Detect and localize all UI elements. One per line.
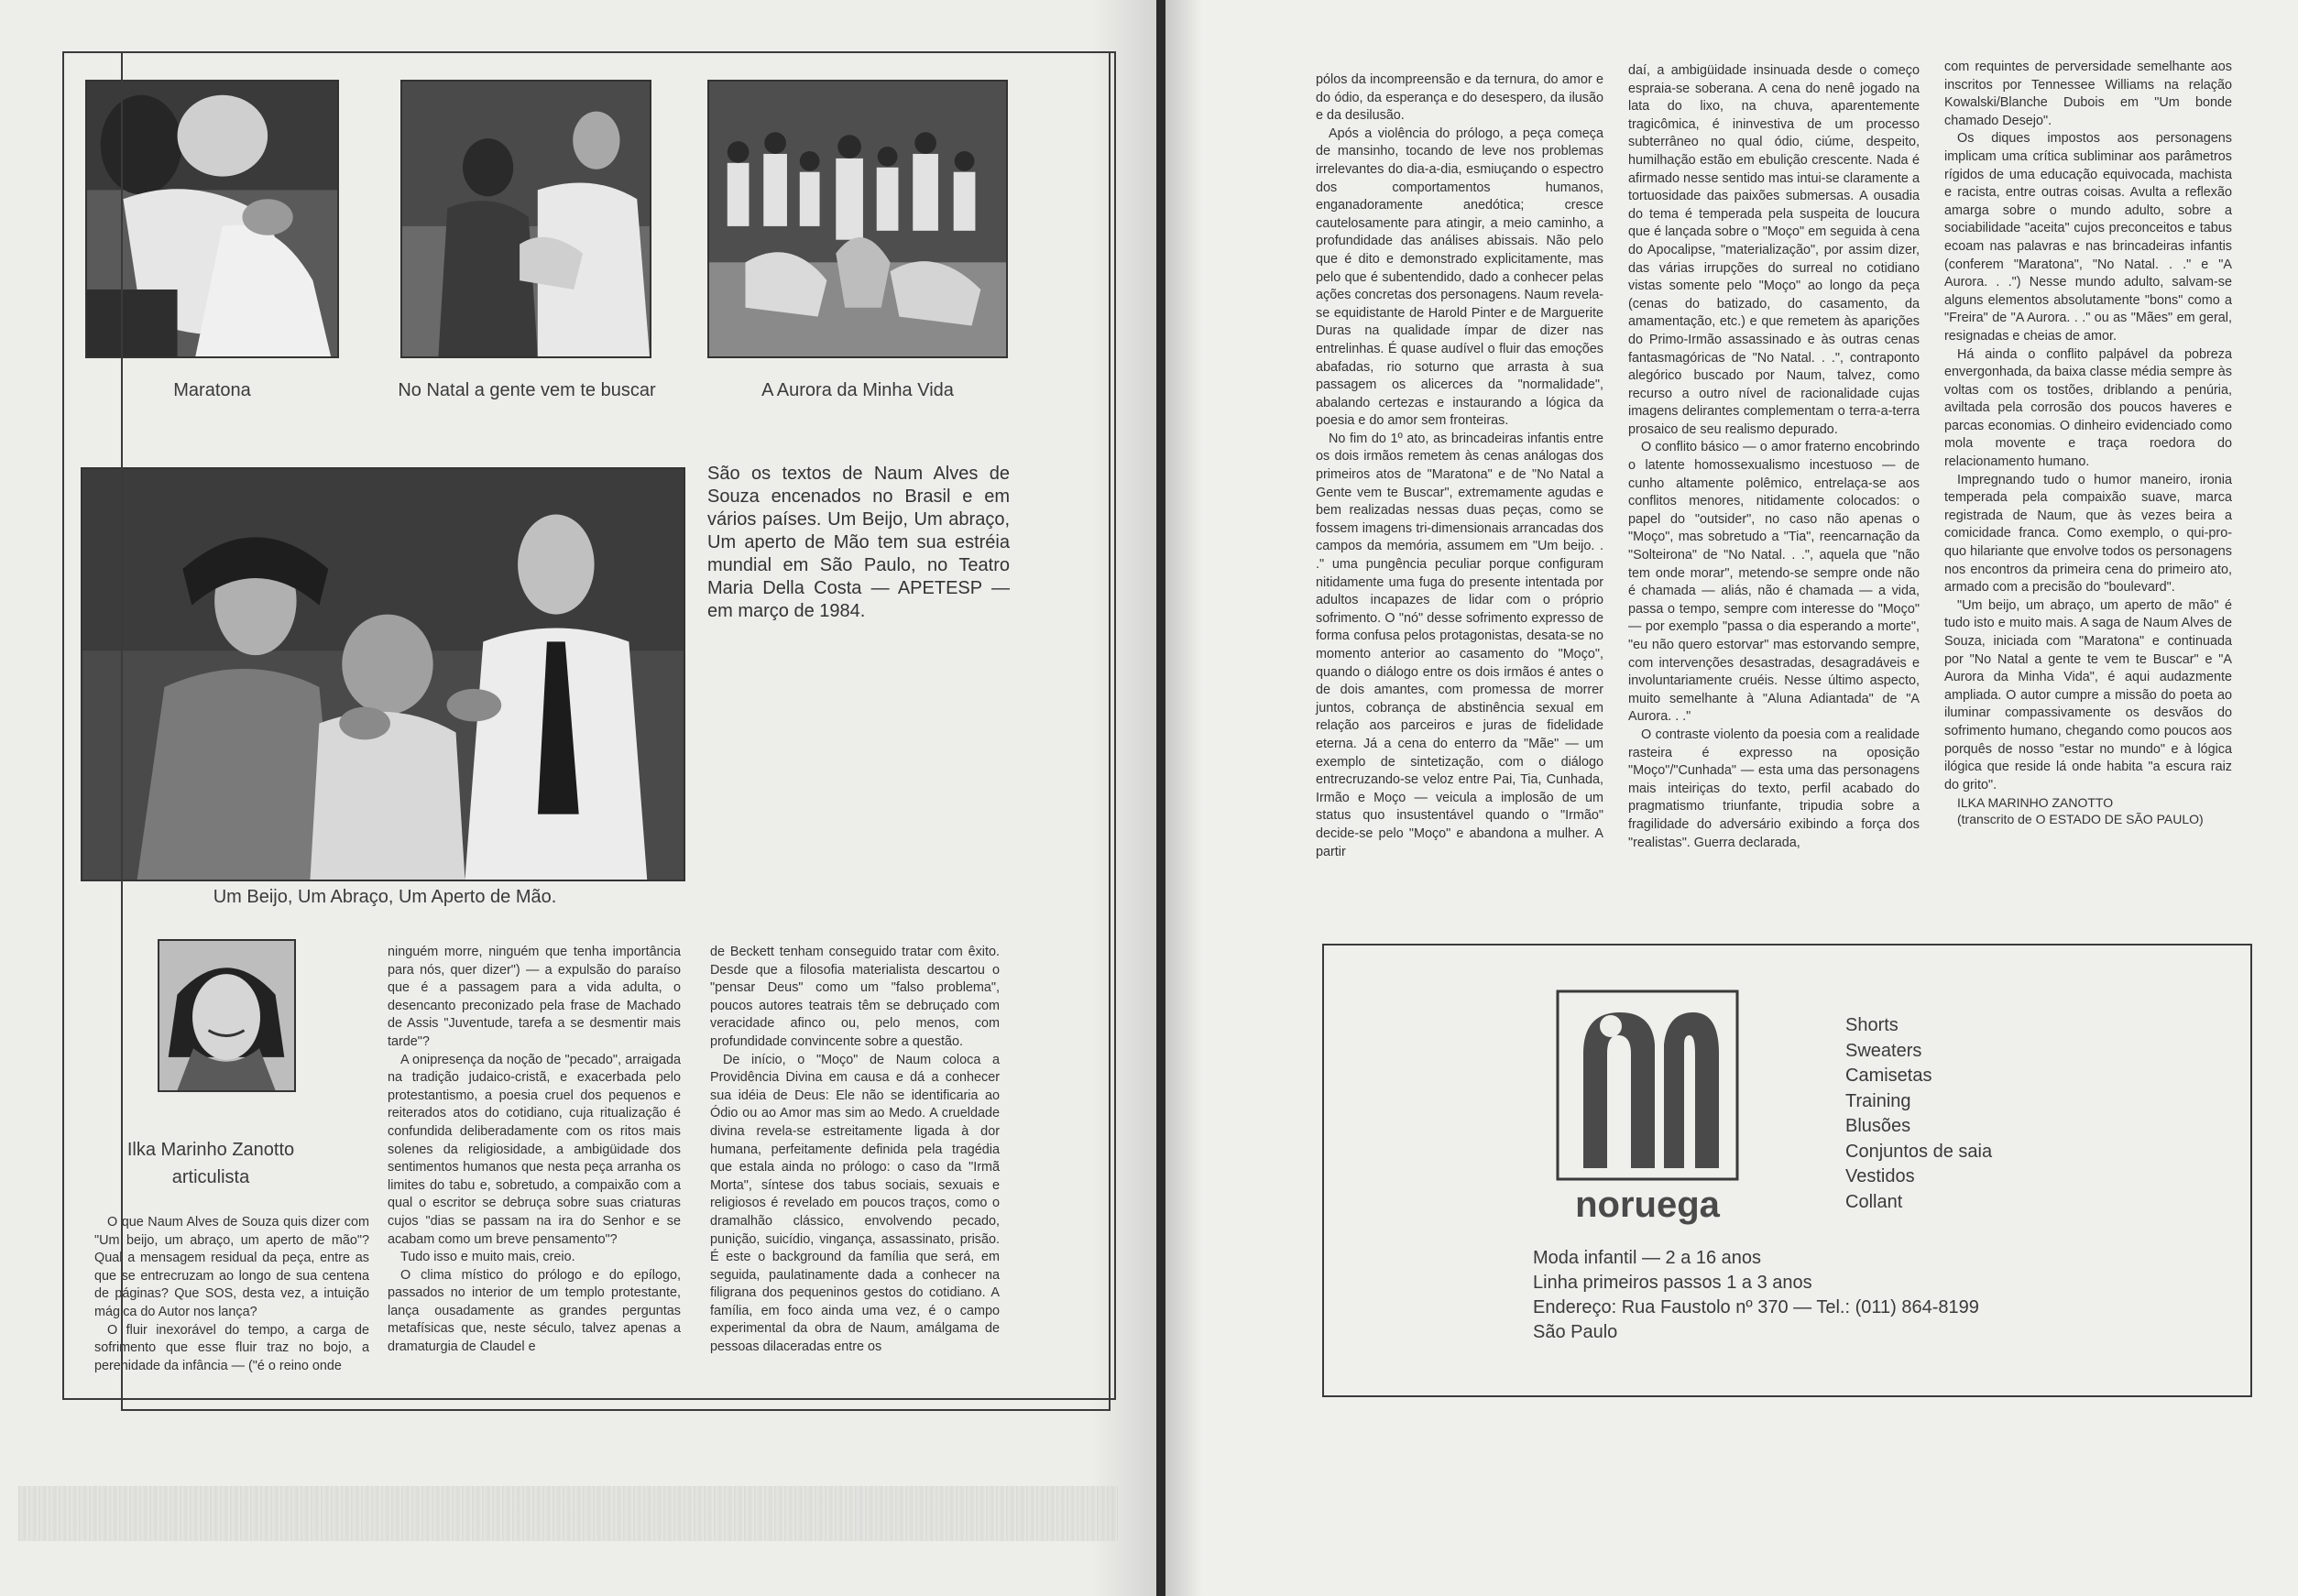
paragraph: O conflito básico — o amor fraterno encobrindo o latente homossexualismo incestuoso — de cunho altamente polêmico, entrelaça-se aos conflitos menores, nitidamente colocados: o papel do "outsider", no caso não apenas o "Moço", mas sobretudo a "Tia", reencarnação da "Solteirona" de "No Natal. . .", aquela que "não tem onde morar", metendo-se sempre onde não é chamada — aliás, não é chamada — a vida, passa o tempo, sempre com interesse do "Moço" — por exemplo "passa o dia esperando a morte", "eu não quero estorvar" mas estorvando sempre, com intervenções desastradas, desagradáveis e involuntariamente cruéis. Nesse último aspecto, muito semelhante à "Aluna Adiantada" de "A Aurora. . ." xyxy=(1628,440,1920,725)
product-item: Camisetas xyxy=(1845,1066,1932,1086)
product-item: Blusões xyxy=(1845,1116,1911,1136)
ad-line: Moda infantil — 2 a 16 anos xyxy=(1533,1248,1762,1268)
paragraph: O fluir inexorável do tempo, a carga de sofrimento que esse fluir traz no bojo, a perenidade da infância — ("é o reino onde xyxy=(94,1322,369,1373)
paragraph: de Beckett tenham conseguido tratar com êxito. Desde que a filosofia materialista descartou o "pensar Deus" como um "falso problema", poucos autores teatrais têm se debruçado com veracidade afinco ou, pelo menos, com profundidade convincente sobre a questão. xyxy=(710,945,1000,1049)
product-item: Shorts xyxy=(1845,1015,1899,1035)
caption-a-aurora: A Aurora da Minha Vida xyxy=(761,380,954,400)
author-role: articulista xyxy=(171,1167,250,1187)
ad-city: São Paulo xyxy=(1533,1322,1618,1342)
caption-um-beijo: Um Beijo, Um Abraço, Um Aperto de Mão. xyxy=(213,887,557,907)
scan-strip xyxy=(18,1486,1118,1541)
brand-name: noruega xyxy=(1575,1185,1720,1225)
product-item: Collant xyxy=(1845,1191,1903,1212)
ad-address: Endereço: Rua Faustolo nº 370 — Tel.: (011) 864-8199 xyxy=(1533,1297,1979,1317)
paragraph: A onipresença da noção de "pecado", arraigada na tradição judaico-cristã, e exacerbada pelo protestantismo, a poesia cruel dos pequenos e reiterados atos do cotidiano, cuja ritualização é confundida deliberadamente com os ritos mais solenes da religiosidade, a ambigüidade dos sentimentos humanos que nesta peça arranha os limites do tabu e, sobretudo, a compaixão com a qual o escritor se debruça sobre suas criaturas cujos "dias se passam na ira do Senhor e se acabam como um breve pensamento"? xyxy=(388,1052,681,1247)
noruega-logo xyxy=(1556,989,1739,1228)
intro-text: São os textos de Naum Alves de Souza encenados no Brasil e em vários países. Um Beijo, Um abraço, Um aperto de Mão tem sua estréia mundial em São Paulo, no Teatro Maria Della Costa — APETESP — em março de 1984. xyxy=(707,464,1010,621)
paragraph: Após a violência do prólogo, a peça começa de mansinho, tocando de leve nos problemas irrelevantes do dia-a-dia, esmiuçando o espectro dos comportamentos humanos, enganadoramente anedótica; cresce cautelosamente para atingir, a meio caminho, a profundidade das análises abissais. Não pelo que é dito e demonstrado explicitamente, mas pelo que é subentendido, dado a conhecer pelas ações concretas dos personagens. Naum revela-se equidistante de Harold Pinter e de Marguerite Duras na qualidade ímpar de dizer nas entrelinhas. É quase audível o fluir das emoções abafadas, rio soturno que arrasta à sua passagem os alicerces da "normalidade", abalando certezas e instaurando a lógica da poesia e do amor sem fronteiras. xyxy=(1316,126,1603,429)
product-item: Training xyxy=(1845,1090,1911,1111)
paragraph: Impregnando tudo o humor maneiro, ironia temperada pela compaixão suave, marca registrada de Naum, que às vezes beira a comicidade franca. Como exemplo, o qui-pro-quo hilariante que envolve todos os personagens nos encontros da primeira cena do primeiro ato, armado com a precisão do "boulevard". xyxy=(1944,472,2232,596)
paragraph: Tudo isso e muito mais, creio. xyxy=(400,1250,575,1265)
credit-name: ILKA MARINHO ZANOTTO xyxy=(1957,795,2114,811)
paragraph: daí, a ambigüidade insinuada desde o começo espraia-se soberana. A cena do nenê jogado na lata do lixo, na chuva, aparentemente tragicômica, é ininvestiva de um processo subterrâneo no qual ódio, ciúme, despeito, humilhação estão em ebulição crescente. Nada é afirmado nesse sentido mas intui-se claramente a tortuosidade das paixões submersas. A ousadia do tema é temperada pela suspeita de loucura que é lançada sobre o "Moço" em seguida à cena do Apocalipse, "materialização", por assim dizer, das várias irrupções do surreal no cotidiano vistas somente pelo "Moço" ao longo da peça (cenas do batizado, do casamento, da amamentação, etc.) e que remetem às aparições do Primo-Irmão assassinado e às outras cenas fantasmagóricas de "No Natal. . .", contraponto alegórico buscado por Naum, talvez, como recurso a outro nível de racionalidade cujas imagens delirantes complementam o terra-a-terra prosaico de seu realismo depurado. xyxy=(1628,63,1920,437)
paragraph: ninguém morre, ninguém que tenha importância para nós, quer dizer") — a expulsão do paraíso que é a passagem para a vida adulta, o desencanto preconizado pela frase de Machado de Assis "Juventude, tarefa a se desmentir mais tarde"? xyxy=(388,945,681,1049)
product-item: Vestidos xyxy=(1845,1166,1915,1186)
author-name: Ilka Marinho Zanotto xyxy=(126,1140,295,1160)
paragraph: O contraste violento da poesia com a realidade rasteira é expresso na oposição "Moço"/"Cunhada" — esta uma das personagens mais inteiriças do texto, perfil acabado do pragmatismo triunfante, tripudia sobre a fragilidade do adversário exibindo a força dos "realistas". Guerra declarada, xyxy=(1628,727,1920,850)
paragraph: Os diques impostos aos personagens implicam uma crítica subliminar aos parâmetros rígidos de uma educação equivocada, machista e racista, entre outras coisas. Avulta a reflexão amarga sobre o mundo adulto, sobre a sociabilidade "aceita" cujos preconceitos e tabus ecoam nas palavras e nas brincadeiras infantis (conferem "Maratona", "No Natal. . ." e "A Aurora. . .") Nesse mundo adulto, salvam-se alguns elementos absolutamente "bons" como a "Freira" de "A Aurora. . ." ou as "Mães" em geral, resignadas e cheias de amor. xyxy=(1944,131,2232,344)
paragraph: "Um beijo, um abraço, um aperto de mão" é tudo isto e muito mais. A saga de Naum Alves de Souza, iniciada com "Maratona" e continuada por "No Natal a gente te vem te Buscar" e "A Aurora da Minha Vida", é aqui audazmente ampliada. O autor cumpre a missão do poeta ao iluminar compassivamente os desvãos do sofrimento humano, chegando como poucos aos porquês de nosso "estar no mundo" e à lógica ilógica que reside lá onde habita "a escura raiz do grito". xyxy=(1944,597,2232,793)
caption-maratona: Maratona xyxy=(173,380,251,400)
page-shadow xyxy=(1165,0,1202,1596)
credit-source: (transcrito de O ESTADO DE SÃO PAULO) xyxy=(1957,812,2204,827)
right-page-frame xyxy=(121,51,1111,1411)
caption-no-natal: No Natal a gente vem te buscar xyxy=(398,380,656,400)
paragraph: De início, o "Moço" de Naum coloca a Providência Divina em causa e dá a conhecer sua idéia de Deus: Ele não se identificaria ao Ódio ou ao Amor mas sim ao Medo. A crueldade divina revela-se estreitamente ligada à dor humana, perfeitamente definida pela tragédia que estala ainda no prólogo: o caso da "Irmã Morta", síntese dos tabus sociais, sexuais e religiosos é revelado em poucos traços, como o dramalhão clássico, envolvendo pecado, punição, suicídio, vingança, assassinato, prisão. É este o background da família que será, em seguida, paulatinamente dada a conhecer na filigrana dos pequeninos gestos do cotidiano. A família, em foco ainda uma vez, é o campo experimental da obra de Naum, amálgama de pessoas dilaceradas entre os xyxy=(710,1052,1000,1355)
right-article-col-1 xyxy=(1316,71,1603,861)
paragraph: pólos da incompreensão e da ternura, do amor e do ódio, da esperança e do desespero, da ilusão e da desilusão. xyxy=(1316,72,1603,124)
product-item: Conjuntos de saia xyxy=(1845,1141,1993,1162)
right-article-col-3 xyxy=(1944,59,2232,827)
ad-contact-info xyxy=(1533,1246,1979,1345)
paragraph: O que Naum Alves de Souza quis dizer com "Um beijo, um abraço, um aperto de mão"? Qual a mensagem residual da peça, entre as que se entrecruzam ao longo de sua centena de páginas? Que SOS, desta vez, a intuição mágica do Autor nos lança? xyxy=(94,1215,369,1319)
page-gutter xyxy=(1156,0,1165,1596)
paragraph: Há ainda o conflito palpável da pobreza envergonhada, da baixa classe média sempre às voltas com os tostões, driblando a penúria, aviltada pela corrosão dos poucos haveres e parcas economias. O dinheiro evidenciado como mola movente e traça roedora do relacionamento humano. xyxy=(1944,346,2232,470)
paragraph: No fim do 1º ato, as brincadeiras infantis entre os dois irmãos remetem às cenas análogas dos primeiros atos de "Maratona" e de "No Natal a Gente vem te Buscar", extremamente agudas e bem realizadas nessas duas peças, como se fossem imagens tri-dimensionais arrancadas dos campos da memória, assumem em "Um beijo. . ." uma pungência peculiar porque configuram nitidamente uma fuga do presente intentada por adultos incapazes de lidar com o próprio sofrimento. O "nó" desse sofrimento expresso de forma confusa pelos protagonistas, desata-se no momento anterior ao casamento do "Moço", quando o diálogo entre os dois irmãos é antes o de dois amantes, com promessa de morrer juntos, cobrança de abstinência sexual em relação aos parceiros e juras de fidelidade eterna. Já a cena do enterro da "Mãe" — um exemplo de sintetização, com o diálogo entrecruzando-se veloz entre Pai, Tia, Cunhada, Irmão e Moço — veicula a implosão de um status quo insustentável quando o "Irmão" decide-se pelo "Moço" e abandona a mulher. A partir xyxy=(1316,431,1603,859)
product-list xyxy=(1845,1013,1992,1215)
right-article-col-2 xyxy=(1628,62,1920,852)
paragraph: O clima místico do prólogo e do epílogo, passados no interior de um templo protestante, lança ousadamente as grandes perguntas metafísicas que, neste século, talvez apenas a dramaturgia de Claudel e xyxy=(388,1267,681,1355)
paragraph: com requintes de perversidade semelhante aos inscritos por Tennessee Williams na relação Kowalski/Blanche Dubois em "Um bonde chamado Desejo". xyxy=(1944,60,2232,128)
product-item: Sweaters xyxy=(1845,1040,1922,1061)
ad-line: Linha primeiros passos 1 a 3 anos xyxy=(1533,1273,1812,1293)
